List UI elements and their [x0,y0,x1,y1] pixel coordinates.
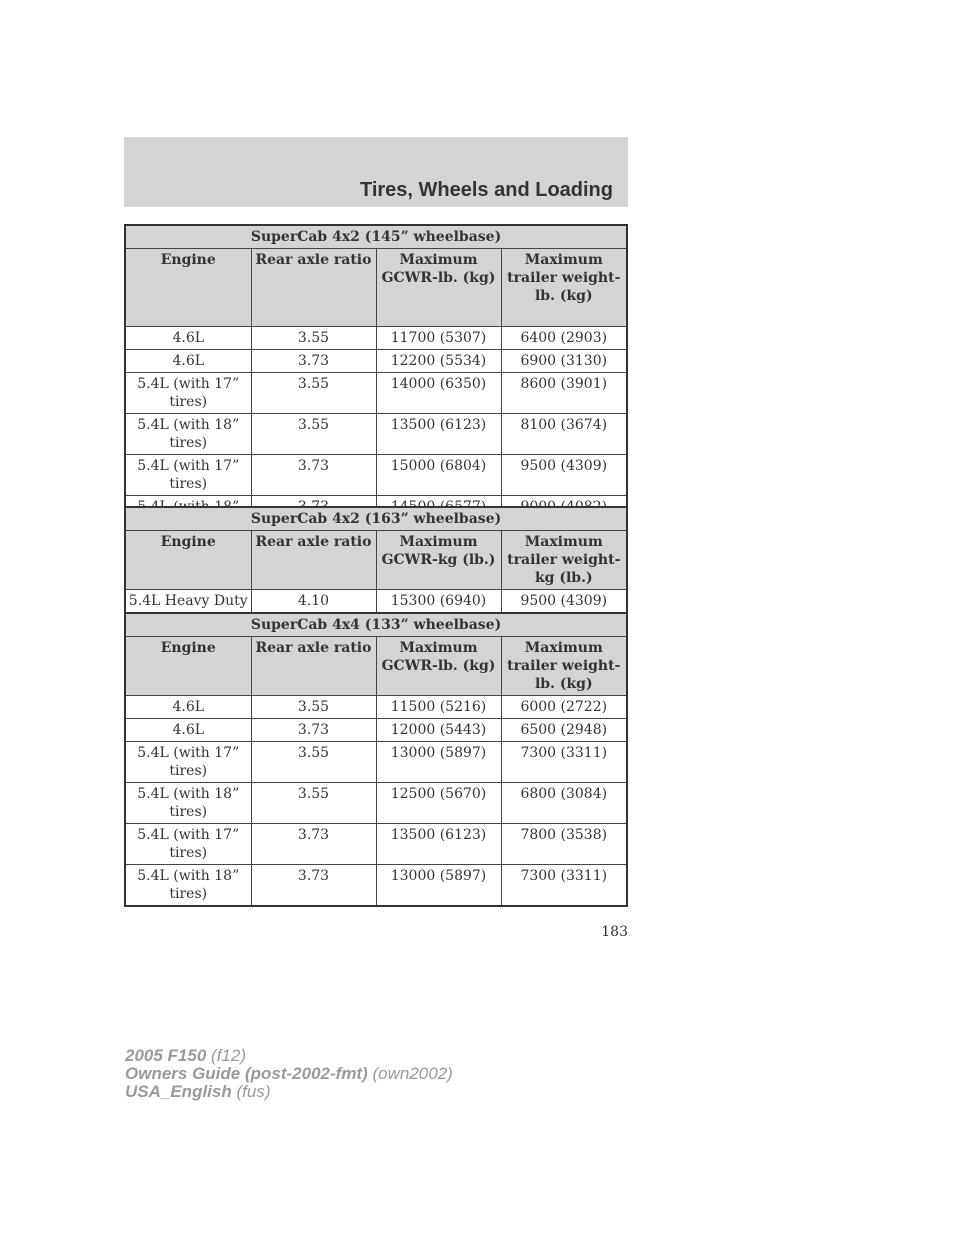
cell-axle-ratio: 3.73 [251,719,376,742]
cell-gcwr: 13500 (6123) [376,824,501,865]
cell-engine: 5.4L (with 17” tires) [125,373,251,414]
cell-engine: 5.4L (with 17” tires) [125,742,251,783]
cell-engine: 5.4L (with 17” tires) [125,824,251,865]
cell-trailer-weight: 9500 (4309) [501,590,627,614]
towing-table-supercab-4x2-163 [124,506,628,614]
cell-engine: 5.4L (with 18” tires) [125,414,251,455]
column-header-gcwr: Maximum GCWR-lb. (kg) [376,249,501,327]
cell-axle-ratio: 3.55 [251,783,376,824]
section-title: Tires, Wheels and Loading [359,179,613,201]
cell-engine: 4.6L [125,350,251,373]
footer-language-code: (fus) [236,1082,271,1101]
cell-engine: 4.6L [125,327,251,350]
cell-trailer-weight: 6900 (3130) [501,350,627,373]
table-row [125,824,627,865]
cell-engine: 4.6L [125,719,251,742]
cell-axle-ratio: 3.55 [251,327,376,350]
cell-axle-ratio: 3.55 [251,373,376,414]
table-row [125,455,627,496]
table-row [125,742,627,783]
table-row [125,783,627,824]
column-header-engine: Engine [125,531,251,590]
cell-gcwr: 13500 (6123) [376,414,501,455]
cell-axle-ratio: 3.55 [251,742,376,783]
table-caption: SuperCab 4x2 (163” wheelbase) [125,507,627,531]
cell-gcwr: 12200 (5534) [376,350,501,373]
cell-trailer-weight: 7800 (3538) [501,824,627,865]
footer-guide-code: (own2002) [372,1064,453,1083]
cell-trailer-weight: 6800 (3084) [501,783,627,824]
cell-trailer-weight: 6500 (2948) [501,719,627,742]
cell-axle-ratio: 4.10 [251,590,376,614]
cell-gcwr: 12000 (5443) [376,719,501,742]
table-row [125,327,627,350]
table-caption: SuperCab 4x4 (133” wheelbase) [125,613,627,637]
towing-table-supercab-4x4-133 [124,612,628,907]
footer-line-guide [125,1065,453,1083]
column-header-gcwr: Maximum GCWR-kg (lb.) [376,531,501,590]
cell-axle-ratio: 3.73 [251,824,376,865]
cell-trailer-weight: 7300 (3311) [501,865,627,907]
column-header-trailer-weight: Maximum trailer weight-lb. (kg) [501,249,627,327]
cell-gcwr: 11700 (5307) [376,327,501,350]
cell-gcwr: 13000 (5897) [376,742,501,783]
column-header-axle-ratio: Rear axle ratio [251,249,376,327]
footer-line-model [125,1047,453,1065]
table-row [125,373,627,414]
column-header-axle-ratio: Rear axle ratio [251,531,376,590]
cell-engine: 4.6L [125,696,251,719]
cell-axle-ratio: 3.73 [251,350,376,373]
cell-trailer-weight: 8600 (3901) [501,373,627,414]
cell-engine: 5.4L Heavy Duty [125,590,251,614]
document-footer [125,1047,453,1101]
cell-trailer-weight: 6000 (2722) [501,696,627,719]
table-row [125,350,627,373]
cell-gcwr: 11500 (5216) [376,696,501,719]
column-header-gcwr: Maximum GCWR-lb. (kg) [376,637,501,696]
column-header-engine: Engine [125,637,251,696]
cell-trailer-weight: 6400 (2903) [501,327,627,350]
table-row [125,865,627,907]
cell-trailer-weight: 8100 (3674) [501,414,627,455]
cell-axle-ratio: 3.55 [251,414,376,455]
cell-gcwr: 13000 (5897) [376,865,501,907]
cell-axle-ratio: 3.73 [251,865,376,907]
table-row [125,719,627,742]
cell-trailer-weight: 9500 (4309) [501,455,627,496]
column-header-trailer-weight: Maximum trailer weight-kg (lb.) [501,531,627,590]
table-caption: SuperCab 4x2 (145” wheelbase) [125,225,627,249]
footer-line-language [125,1083,453,1101]
cell-engine: 5.4L (with 17” tires) [125,455,251,496]
cell-trailer-weight: 7300 (3311) [501,742,627,783]
column-header-engine: Engine [125,249,251,327]
table-row [125,696,627,719]
cell-gcwr: 15000 (6804) [376,455,501,496]
cell-engine: 5.4L (with 18” tires) [125,783,251,824]
table-row [125,414,627,455]
column-header-axle-ratio: Rear axle ratio [251,637,376,696]
footer-model-code: (f12) [211,1046,246,1065]
page-number: 183 [601,924,628,940]
towing-table-supercab-4x2-145 [124,224,628,538]
footer-model: 2005 F150 [125,1046,207,1065]
footer-language: USA_English [125,1082,232,1101]
table-row [125,590,627,614]
cell-gcwr: 14000 (6350) [376,373,501,414]
column-header-trailer-weight: Maximum trailer weight-lb. (kg) [501,637,627,696]
cell-gcwr: 12500 (5670) [376,783,501,824]
section-header-band [124,137,628,207]
cell-axle-ratio: 3.73 [251,455,376,496]
cell-axle-ratio: 3.55 [251,696,376,719]
cell-gcwr: 15300 (6940) [376,590,501,614]
footer-guide: Owners Guide (post-2002-fmt) [125,1064,368,1083]
cell-engine: 5.4L (with 18” tires) [125,865,251,907]
